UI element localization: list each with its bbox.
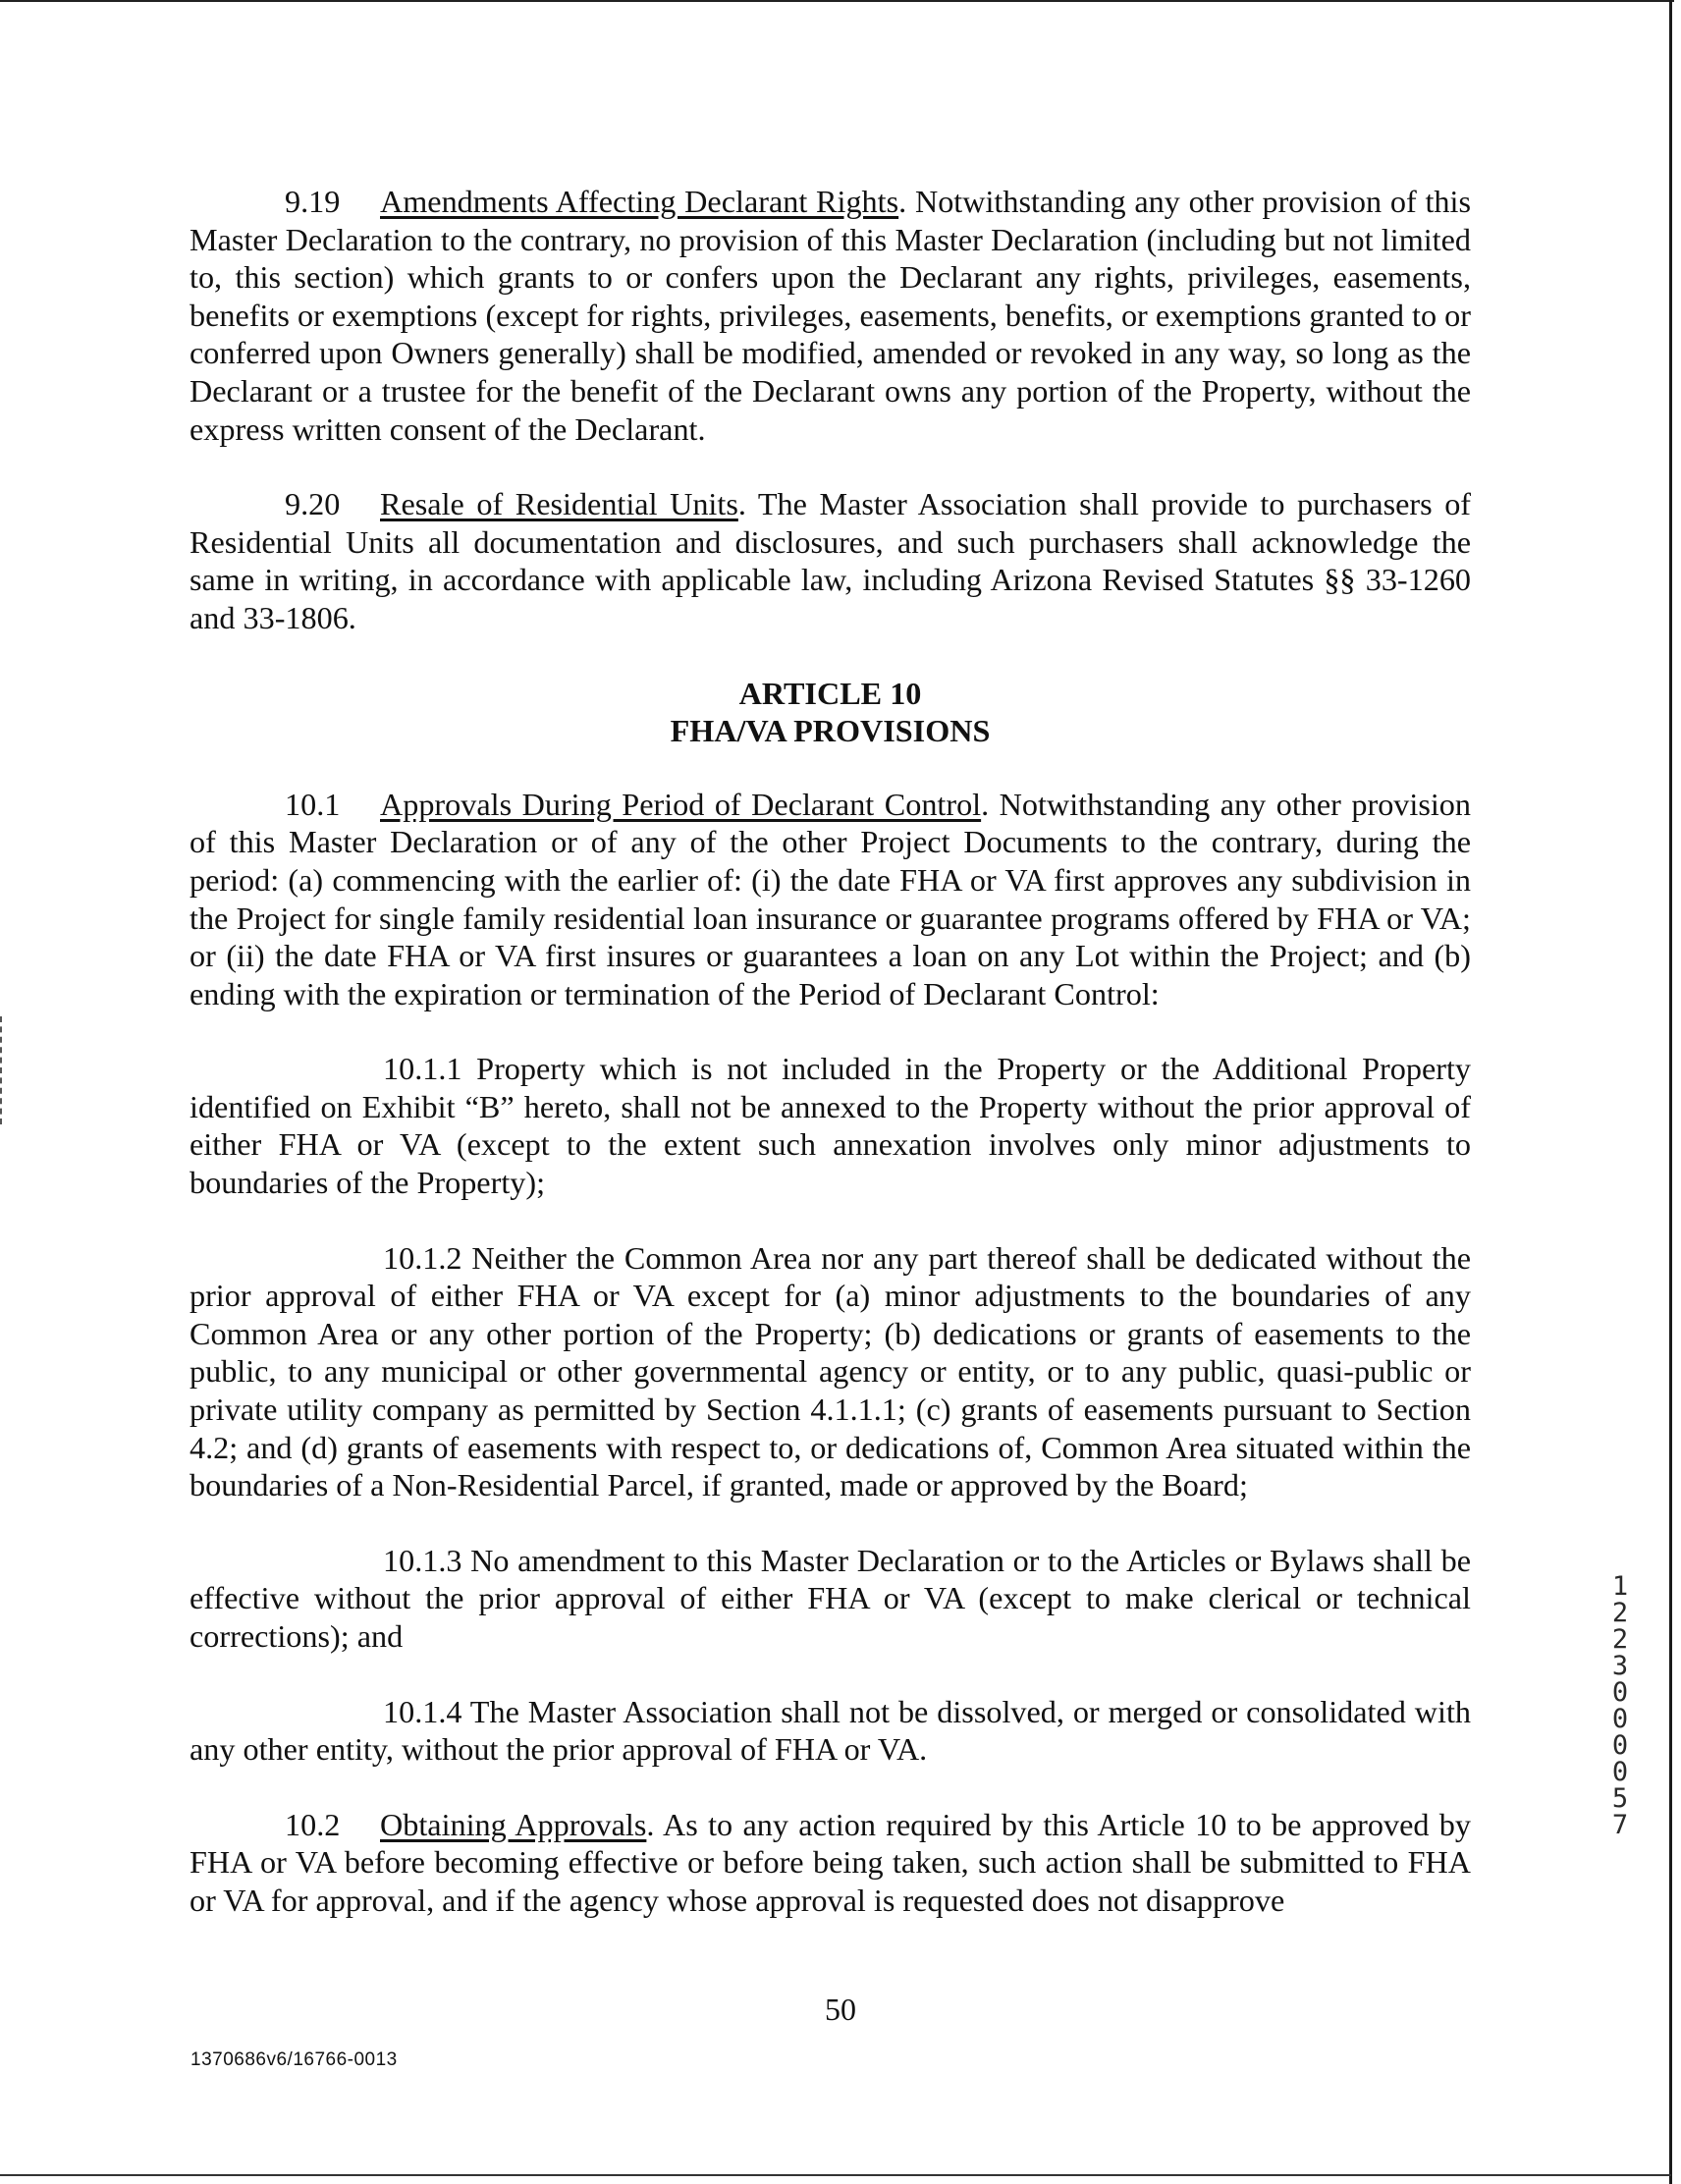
section-10-1-2: 10.1.2 Neither the Common Area nor any part thereof shall be dedicated without the prior approval of either FHA or VA except for (a) minor adjustments to the boundaries of any Common Area or any other portion of the Property; (b) dedications or grants of easements to the public, to any municipal or other governmental agency or entity, or to any public, quasi-public or private utility company as permitted by Section 4.1.1.1; (c) grants of easements pursuant to Section 4.2; and (d) grants of easements with respect to, or dedications of, Common Area situated within the boundaries of a Non-Residential Parcel, if granted, made or approved by the Board; bbox=[190, 1239, 1471, 1503]
section-number: 10.2 bbox=[285, 1806, 341, 1842]
section-9-19 bbox=[190, 183, 1471, 448]
article-number: ARTICLE 10 bbox=[738, 675, 922, 711]
section-10-2 bbox=[190, 1806, 1471, 1920]
section-number: 10.1 bbox=[285, 786, 341, 822]
page-number: 50 bbox=[825, 1992, 856, 2027]
section-number: 9.19 bbox=[285, 184, 341, 219]
section-10-1-3: 10.1.3 No amendment to this Master Declaration or to the Articles or Bylaws shall be effective without the prior approval of either FHA or VA (except to make clerical or technical corrections); and bbox=[190, 1542, 1471, 1654]
scan-border-right bbox=[1669, 0, 1672, 2184]
article-heading bbox=[190, 675, 1471, 750]
scan-mark-left bbox=[0, 1016, 5, 1124]
recording-stamp: 12230 00057 bbox=[1611, 1571, 1629, 1840]
section-title: Resale of Residential Units bbox=[380, 486, 738, 522]
section-title: Approvals During Period of Declarant Control bbox=[380, 786, 982, 822]
scan-border-bottom bbox=[0, 2174, 1671, 2176]
section-title: Amendments Affecting Declarant Rights bbox=[380, 184, 899, 219]
section-body: . Notwithstanding any other provision of this Master Declaration or of any of the other Project Documents to the contrary, during the period: (a) commencing with the earlier of: (i) the date FHA or VA first approves any subdivision in the Project for single family residential loan insurance or guarantee programs offered by FHA or VA; or (ii) the date FHA or VA first insures or guarantees a loan on any Lot within the Project; and (b) ending with the expiration or termination of the Period of Declarant Control: bbox=[190, 786, 1471, 1011]
section-body: . As to any action required by this Article 10 to be approved by FHA or VA before becoming effective or before being taken, such action shall be submitted to FHA or VA for approval, and if the agency whose approval is requested does not disapprove bbox=[190, 1806, 1471, 1918]
section-number: 9.20 bbox=[285, 486, 341, 522]
section-9-20 bbox=[190, 485, 1471, 636]
section-10-1-4: 10.1.4 The Master Association shall not be dissolved, or merged or consolidated with any other entity, without the prior approval of FHA or VA. bbox=[190, 1693, 1471, 1768]
section-title: Obtaining Approvals bbox=[380, 1806, 647, 1842]
section-10-1 bbox=[190, 786, 1471, 1013]
section-body: . The Master Association shall provide to purchasers of Residential Units all documentation and disclosures, and such purchasers shall acknowledge the same in writing, in accordance with applicable law, including Arizona Revised Statutes §§ 33-1260 and 33-1806. bbox=[190, 486, 1472, 635]
section-10-1-1: 10.1.1 Property which is not included in the Property or the Additional Property identified on Exhibit “B” hereto, shall not be annexed to the Property without the prior approval of either FHA or VA (except to the extent such annexation involves only minor adjustments to boundaries of the Property); bbox=[190, 1051, 1471, 1201]
document-id: 1370686v6/16766-0013 bbox=[190, 2049, 398, 2070]
article-title: FHA/VA PROVISIONS bbox=[670, 713, 991, 749]
section-body: . Notwithstanding any other provision of this Master Declaration to the contrary, no provision of this Master Declaration (including but not limited to, this section) which grants to or confers upon the Declarant any rights, privileges, easements, benefits or exemptions (except for rights, privileges, easements, benefits, or exemptions granted to or conferred upon Owners generally) shall be modified, amended or revoked in any way, so long as the Declarant or a trustee for the benefit of the Declarant owns any portion of the Property, without the express written consent of the Declarant. bbox=[190, 184, 1471, 447]
document-body bbox=[190, 183, 1471, 1920]
scan-border-top bbox=[0, 0, 1674, 2]
